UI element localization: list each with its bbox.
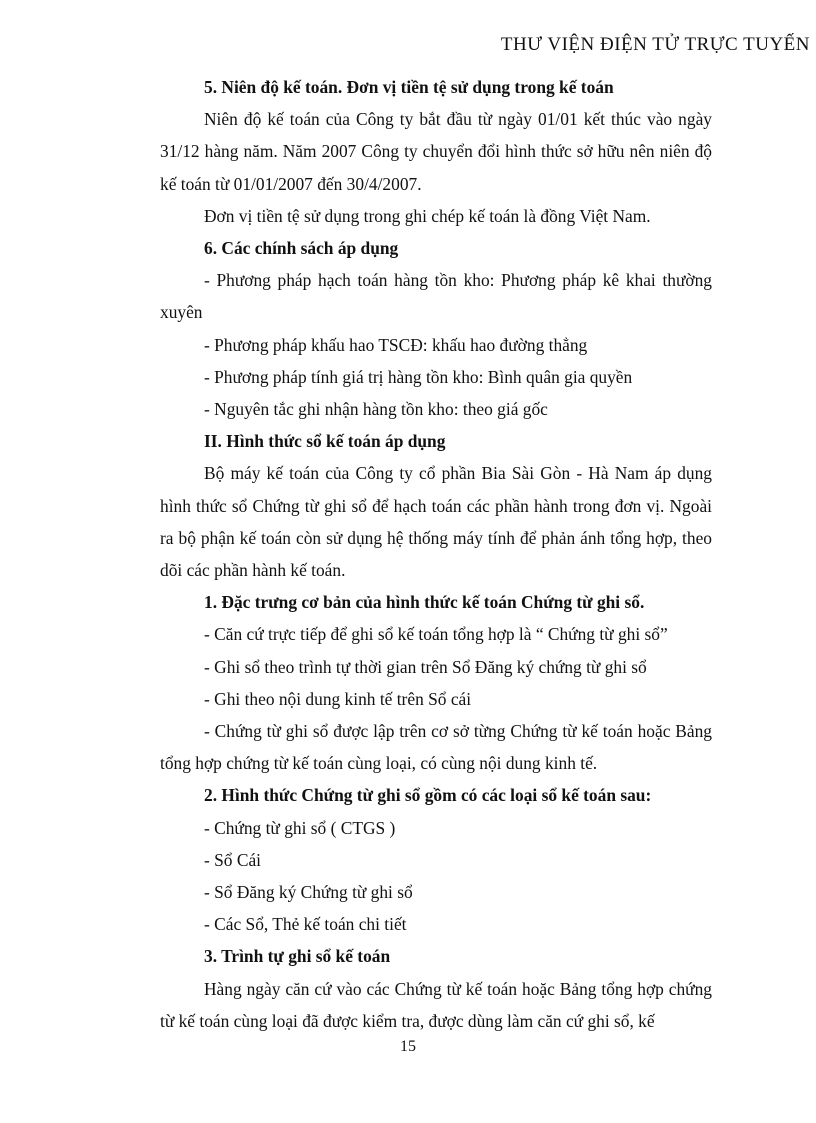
- list-item: - Sổ Cái: [204, 849, 262, 870]
- document-body: [160, 71, 712, 1037]
- section-heading: 3. Trình tự ghi sổ kế toán: [204, 946, 391, 967]
- paragraph: Đơn vị tiền tệ sử dụng trong ghi chép kế toán là đồng Việt Nam.: [204, 205, 651, 226]
- list-item: - Sổ Đăng ký Chứng từ ghi sổ: [204, 882, 413, 903]
- page-header: THƯ VIỆN ĐIỆN TỬ TRỰC TUYẾN: [500, 34, 810, 55]
- list-item: - Các Sổ, Thẻ kế toán chi tiết: [204, 914, 407, 935]
- list-item: - Phương pháp tính giá trị hàng tồn kho: Bình quân gia quyền: [204, 366, 633, 387]
- list-item: - Ghi theo nội dung kinh tế trên Sổ cái: [204, 688, 472, 709]
- paragraph: Hàng ngày căn cứ vào các Chứng từ kế toán hoặc Bảng tổng hợp chứng từ kế toán cùng loại đã được kiểm tra, được dùng làm căn cứ ghi sổ, kế: [160, 978, 712, 1031]
- list-item: - Nguyên tắc ghi nhận hàng tồn kho: theo giá gốc: [204, 399, 548, 420]
- list-item: - Chứng từ ghi sổ ( CTGS ): [204, 817, 396, 838]
- paragraph: - Phương pháp hạch toán hàng tồn kho: Phương pháp kê khai thường xuyên: [160, 270, 712, 323]
- page-number: 15: [400, 1038, 416, 1055]
- section-heading: 1. Đặc trưng cơ bản của hình thức kế toán Chứng từ ghi sổ.: [204, 592, 645, 613]
- section-heading: 5. Niên độ kế toán. Đơn vị tiền tệ sử dụng trong kế toán: [204, 77, 614, 97]
- section-heading: II. Hình thức sổ kế toán áp dụng: [204, 431, 446, 452]
- paragraph: Bộ máy kế toán của Công ty cổ phần Bia Sài Gòn - Hà Nam áp dụng hình thức sổ Chứng từ ghi sổ để hạch toán các phần hành trong đơn vị. Ngoài ra bộ phận kế toán còn sử dụng hệ thống máy tính để phản ánh tổng hợp, theo dõi các phần hành kế toán.: [160, 463, 712, 581]
- list-item: - Phương pháp khấu hao TSCĐ: khấu hao đường thẳng: [204, 334, 588, 355]
- list-item: - Căn cứ trực tiếp để ghi sổ kế toán tổng hợp là “ Chứng từ ghi sổ”: [204, 624, 668, 645]
- section-heading: 6. Các chính sách áp dụng: [204, 238, 399, 259]
- section-heading: 2. Hình thức Chứng từ ghi sổ gồm có các loại sổ kế toán sau:: [204, 785, 652, 806]
- list-item: - Ghi sổ theo trình tự thời gian trên Sổ Đăng ký chứng từ ghi sổ: [204, 656, 647, 677]
- paragraph: - Chứng từ ghi sổ được lập trên cơ sở từng Chứng từ kế toán hoặc Bảng tổng hợp chứng từ kế toán cùng loại, có cùng nội dung kinh tế.: [160, 721, 712, 774]
- paragraph: Niên độ kế toán của Công ty bắt đầu từ ngày 01/01 kết thúc vào ngày 31/12 hàng năm. Năm 2007 Công ty chuyển đổi hình thức sở hữu nên niên độ kế toán từ 01/01/2007 đến 30/4/2007.: [160, 109, 712, 194]
